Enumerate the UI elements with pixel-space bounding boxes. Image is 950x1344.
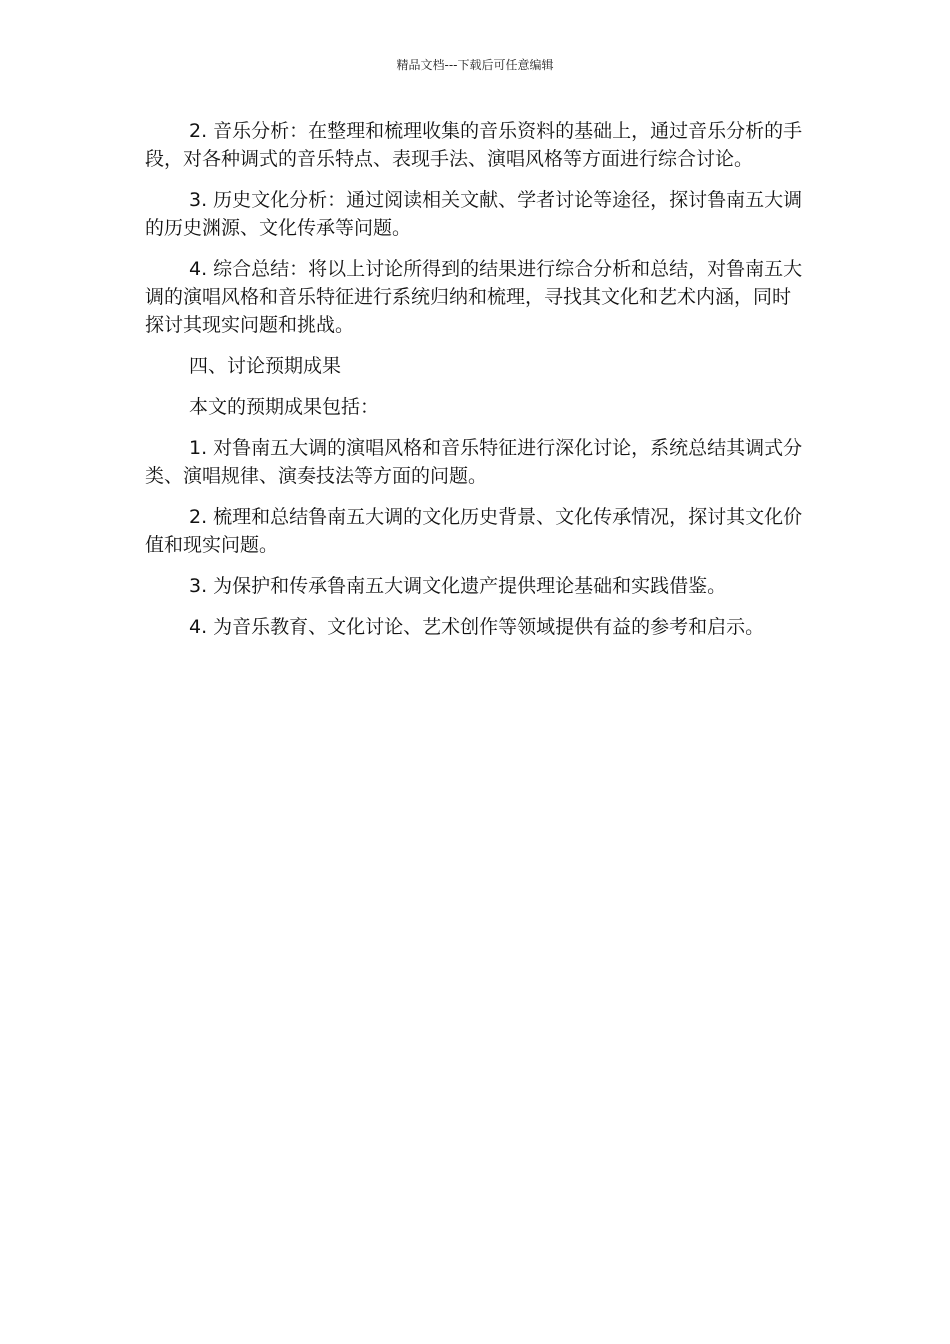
paragraph-results-intro: 本文的预期成果包括： — [189, 396, 380, 418]
paragraph-result-4: 4. 为音乐教育、文化讨论、艺术创作等领域提供有益的参考和启示。 — [189, 616, 765, 638]
section-heading-expected-results: 四、讨论预期成果 — [189, 355, 342, 377]
paragraph-music-analysis: 2. 音乐分析：在整理和梳理收集的音乐资料的基础上，通过音乐分析的手段，对各种调式的音乐特点、表现手法、演唱风格等方面进行综合讨论。 — [145, 120, 803, 170]
page-header: 精品文档---下载后可任意编辑 — [396, 58, 554, 72]
document-body — [145, 117, 805, 654]
paragraph-result-3: 3. 为保护和传承鲁南五大调文化遗产提供理论基础和实践借鉴。 — [189, 575, 727, 597]
paragraph-comprehensive-summary: 4. 综合总结：将以上讨论所得到的结果进行综合分析和总结，对鲁南五大调的演唱风格和音乐特征进行系统归纳和梳理，寻找其文化和艺术内涵，同时探讨其现实问题和挑战。 — [145, 258, 803, 336]
paragraph-result-2: 2. 梳理和总结鲁南五大调的文化历史背景、文化传承情况，探讨其文化价值和现实问题。 — [145, 506, 803, 556]
paragraph-history-culture-analysis: 3. 历史文化分析：通过阅读相关文献、学者讨论等途径，探讨鲁南五大调的历史渊源、文化传承等问题。 — [145, 189, 803, 239]
paragraph-result-1: 1. 对鲁南五大调的演唱风格和音乐特征进行深化讨论，系统总结其调式分类、演唱规律、演奏技法等方面的问题。 — [145, 437, 803, 487]
